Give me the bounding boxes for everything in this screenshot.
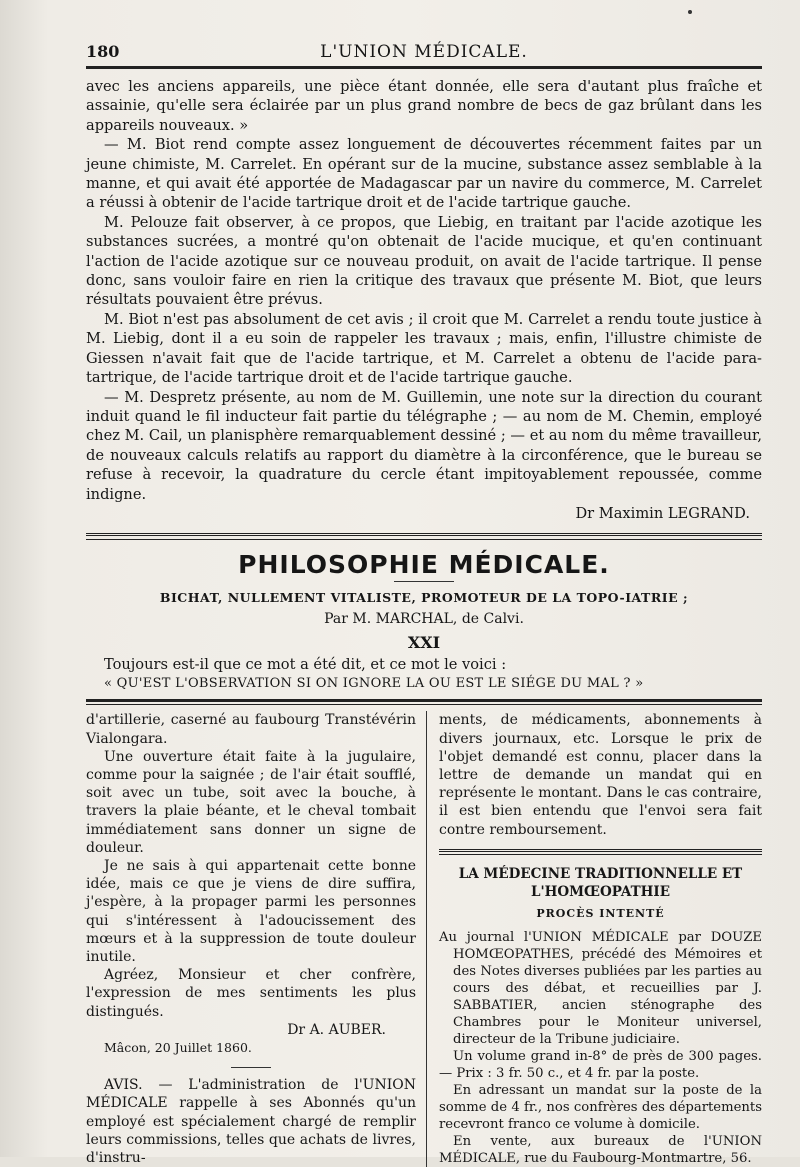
ad-text	[439, 929, 762, 1167]
section-author: Par M. MARCHAL, de Calvi.	[324, 611, 524, 628]
chapter-number: XXI	[407, 633, 441, 653]
page-number: 180	[86, 42, 120, 61]
paragraph: Une ouverture était faite à la jugulaire, comme pour la saignée ; de l'air était soufflé, soit avec un tube, soit avec la bouche, à travers la plaie béante, et le cheval tombait immédiatement sans donner un signe de douleur.	[86, 748, 416, 856]
running-head	[86, 34, 762, 64]
ad-paragraph: En adressant un mandat sur la poste de la somme de 4 fr., nos confrères des départements recevront franco ce volume à domicile.	[439, 1083, 762, 1133]
chapter-intro: Toujours est-il que ce mot a été dit, et ce mot le voici :	[104, 656, 507, 674]
ink-dot	[688, 10, 692, 14]
chapter-quote: « QU'EST L'OBSERVATION SI ON IGNORE LA OU EST LE SIÉGE DU MAL ? »	[104, 676, 644, 692]
paragraph: Je ne sais à qui appartenait cette bonne idée, mais ce que je viens de dire suffira, j'espère, à la propager parmi les personnes qui s'intéressent à l'adoucissement des mœurs et à la suppression de toute douleur inutile.	[86, 857, 416, 965]
left-column	[86, 711, 426, 1167]
ad-paragraph: Un volume grand in-8° de près de 300 pages. — Prix : 3 fr. 50 c., et 4 fr. par la poste.	[439, 1049, 762, 1082]
letter-signature: Dr A. AUBER.	[287, 1021, 386, 1038]
title-underline	[394, 581, 454, 582]
section-subtitle: BICHAT, NULLEMENT VITALISTE, PROMOTEUR DE LA TOPO-IATRIE ;	[159, 590, 689, 606]
ad-subtitle: PROCÈS INTENTÉ	[536, 907, 665, 921]
academy-report	[86, 77, 762, 523]
right-column	[427, 711, 762, 1167]
paragraph: — M. Biot rend compte assez longuement de découvertes récemment faites par un jeune chimiste, M. Carrelet. En opérant sur de la mucine, substance assez semblable à la manne, et qui avait été apportée de Madagascar par un navire du commerce, M. Carrelet a réussi à obtenir de l'acide tartrique droit et de l'acide tartrique gauche.	[86, 136, 762, 212]
section-divider	[86, 533, 762, 540]
paragraph: Agréez, Monsieur et cher confrère, l'expression de mes sentiments les plus distingués.	[86, 967, 416, 1020]
report-signature: Dr Maximin LEGRAND.	[575, 504, 750, 522]
short-divider	[231, 1067, 271, 1068]
paragraph: M. Biot n'est pas absolument de cet avis ; il croit que M. Carrelet a rendu toute justice à M. Liebig, dont il a eu soin de rappeler les travaux ; mais, enfin, l'illustre chimiste de Giessen n'avait fait que de l'acide tartrique, et M. Carrelet a obtenu de l'acide para-tartrique, de l'acide tartrique droit et de l'acide tartrique gauche.	[86, 310, 762, 387]
columns-divider	[86, 699, 762, 705]
header-rule	[86, 66, 762, 69]
paragraph: M. Pelouze fait observer, à ce propos, que Liebig, en traitant par l'acide azotique les substances sucrées, a montré qu'on obtenait de l'acide mucique, et qu'en continuant l'action de l'acide azotique sur ce nouveau produit, on avait de l'acide tartrique. Il pense donc, sans vouloir faire en rien la critique des travaux que présente M. Biot, que leurs résultats pouvaient être prévus.	[86, 213, 762, 309]
notice-paragraph: AVIS. — L'administration de l'UNION MÉDICALE rappelle à ses Abonnés qu'un employé est spécialement chargé de remplir leurs commissions, telles que achats de livres, d'instru-	[86, 1077, 416, 1167]
paragraph: — M. Despretz présente, au nom de M. Guillemin, une note sur la direction du courant induit quand le fil inducteur fait partie du télégraphe ; — au nom de M. Chemin, employé chez M. Cail, un planisphère remarquablement dessiné ; — et au nom du même travailleur, de nouveaux calculs relatifs au rapport du diamètre à la circonférence, que le bureau se refuse à recevoir, la quadrature du cercle étant impitoyablement repoussée, comme indigne.	[86, 388, 762, 503]
paragraph: avec les anciens appareils, une pièce étant donnée, elle sera d'autant plus fraîche et assainie, qu'elle sera éclairée par un plus grand nombre de becs de gaz brûlant dans les appareils nouveaux. »	[86, 78, 762, 134]
letter-date: Mâcon, 20 Juillet 1860.	[104, 1040, 252, 1055]
section-title: PHILOSOPHIE MÉDICALE.	[238, 550, 610, 580]
paragraph: d'artillerie, caserné au faubourg Transtévérin Vialongara.	[86, 712, 416, 747]
ad-paragraph: Au journal l'UNION MÉDICALE par DOUZE HOMŒOPATHES, précédé des Mémoires et des Notes diverses publiées par les parties au cours des débat, et recueillies par J. SABBATIER, ancien sténographe des Chambres pour le Moniteur universel, directeur de la Tribune judiciaire.	[439, 930, 762, 1048]
ad-title: LA MÉDECINE TRADITIONNELLE ET L'HOMŒOPATHIE	[458, 865, 743, 900]
ad-paragraph: En vente, aux bureaux de l'UNION MÉDICALE, rue du Faubourg-Montmartre, 56.	[439, 1134, 762, 1167]
ad-divider	[439, 849, 762, 855]
two-column-area	[86, 711, 762, 1167]
journal-title: L'UNION MÉDICALE.	[320, 42, 528, 62]
notice-continued: ments, de médicaments, abonnements à divers journaux, etc. Lorsque le prix de l'objet demandé est connu, placer dans la lettre de demande un mandat qui en représente le montant. Dans le cas contraire, il est bien entendu que l'envoi sera fait contre remboursement.	[439, 712, 762, 838]
